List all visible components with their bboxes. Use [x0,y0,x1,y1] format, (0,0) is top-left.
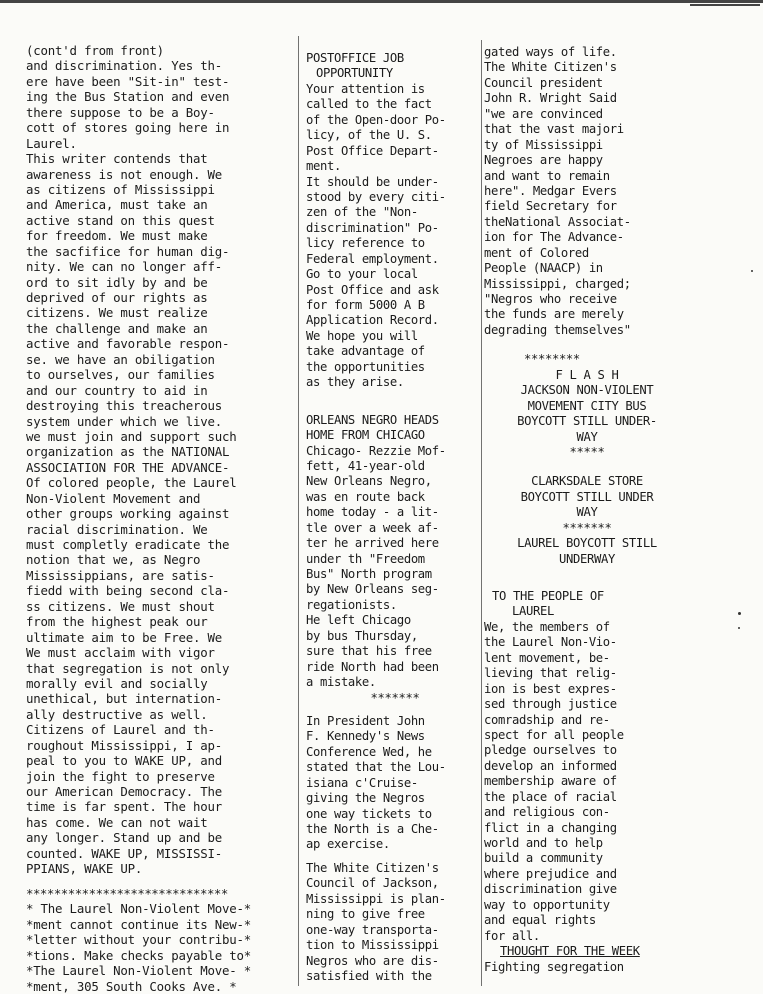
article-line: and our country to aid in [26,382,208,398]
article-line: Citizens of Laurel and th- [26,722,215,738]
laurel-boycott [484,536,690,567]
postoffice-line: of the Open-door Po- [306,112,446,127]
left-column [26,43,298,877]
notice-line: *The Laurel Non-Violent Move- * [26,963,252,979]
clarksdale-boycott-line: WAY [576,505,598,520]
postoffice-line: the opportunities [306,359,425,374]
people-statement-line: where prejudice and [484,866,617,881]
kennedy-line: giving the Negros [306,791,425,806]
article-line: deprived of our rights as [26,290,208,305]
jackson-boycott-line: WAY [576,429,598,444]
article-line: organization as the NATIONAL [26,444,230,460]
article-line: awareness is not enough. We [26,166,223,182]
postoffice-line: licy, of the U. S. [306,128,432,143]
citizens-council-continued-line: Negroes are happy [484,153,603,168]
orleans-line: ter he arrived here [306,536,439,551]
people-statement-line: develop an informed [484,758,617,773]
citizens-council-line: Council of Jackson, [306,876,439,891]
citizens-council-continued-line: The White Citizen's [484,60,617,75]
people-statement-line: ion is best expres- [484,681,617,696]
orleans-line: fett, 41-year-old [306,458,425,473]
article-line: as citizens of Mississippi [26,181,215,197]
orleans-line: was en route back [306,489,425,504]
orleans-line: home today - a lit- [306,505,439,520]
orleans-line: New Orleans Negro, [306,474,432,489]
article-line: peal to you to WAKE UP, and [26,753,223,769]
citizens-council-continued-line: "Negros who receive [484,292,617,306]
citizens-council-continued-line: the funds are merely [484,307,624,322]
article-line: ord to sit idly by and be [26,274,208,290]
notice-line: *ment, 305 South Cooks Ave. * [26,978,237,994]
citizens-council-continued-line: theNational Associat- [484,214,631,229]
postoffice-line: Post Office Depart- [306,143,439,158]
citizens-council-continued-line: John R. Wright Said [484,91,617,106]
kennedy-line: F. Kennedy's News [306,729,425,744]
postoffice-line: Your attention is [306,81,425,96]
notice-line: *letter without your contribu-* [26,932,252,948]
clarksdale-boycott-line: BOYCOTT STILL UNDER [520,489,654,504]
people-statement-line: and religious con- [484,805,610,820]
people-statement-line: membership aware of [484,774,617,789]
kennedy-line: one way tickets to [306,806,432,821]
people-statement-line: build a community [484,851,603,866]
article-line: there suppose to be a Boy- [26,104,215,120]
article-line: ing the Bus Station and even [26,89,230,105]
article-line: for freedom. We must make [26,228,208,244]
people-statement-line: lent movement, be- [484,650,610,665]
article-line: ASSOCIATION FOR THE ADVANCE- [26,459,230,475]
article-line: that segregation is not only [26,660,230,676]
jackson-boycott-line: JACKSON NON-VIOLENT [520,383,654,398]
laurel-boycott-line: LAUREL BOYCOTT STILL [517,536,657,551]
article-line: other groups working against [26,506,230,522]
middle-column [306,51,484,984]
article-line: racial discrimination. We [26,521,208,537]
article-line: destroying this treacherous [26,398,223,414]
citizens-council-line: Negros who are dis- [306,953,439,968]
thought-title: THOUGHT FOR THE WEEK [500,944,640,959]
article-line: fiedd with being second cla- [26,583,230,599]
notice-line: *ment cannot continue its New-* [26,916,252,932]
citizens-council-continued-line: Mississippi, charged; [484,276,631,291]
article-line: we must join and support such [26,428,237,444]
citizens-council-line: The White Citizen's [306,860,439,875]
postoffice-line: called to the fact [306,97,432,112]
citizens-council-continued-line: Council president [484,75,603,90]
article-line: (cont'd from front) [26,43,164,58]
orleans-line: by New Orleans seg- [306,582,439,597]
citizens-council-line: Mississippi is plan- [306,891,446,906]
orleans-article [306,413,484,691]
postoffice-line: take advantage of [306,344,425,359]
editorial-article [26,43,298,877]
kennedy-line: stated that the Lou- [306,760,446,775]
people-statement-line: way to opportunity [484,897,610,912]
people-statement-line: lieving that relig- [484,666,617,681]
article-line: and discrimination. Yes th- [26,58,223,74]
copy-speck [738,627,740,629]
article-line: must completly eradicate the [26,537,230,552]
article-line: se. we have an obiligation [26,351,215,367]
postoffice-line: ment. [306,159,341,174]
postoffice-line: as they arise. [306,375,404,390]
postoffice-line: Application Record. [306,313,439,328]
right-column [484,45,690,975]
citizens-council-continued-line: field Secretary for [484,199,617,214]
article-line: Laurel. [26,135,77,151]
people-statement-line: for all. [484,928,540,943]
orleans-line: ORLEANS NEGRO HEADS [306,412,439,427]
kennedy-article [306,714,484,853]
article-line: the challenge and make an [26,320,208,336]
postoffice-line: for form 5000 A B [306,298,425,312]
citizens-council-continued-line: ment of Colored [484,245,589,260]
orleans-line: regationists. [306,597,397,612]
citizens-council-continued-line: People (NAACP) in [484,261,603,276]
laurel-boycott-line: UNDERWAY [559,551,615,566]
citizens-council-continued-line: here". Medgar Evers [484,183,617,198]
citizens-council-article [306,861,484,985]
article-line: system under which we live. [26,413,223,429]
orleans-line: He left Chicago [306,613,411,628]
jackson-boycott-line: MOVEMENT CITY BUS [527,398,647,413]
jackson-boycott-line: BOYCOTT STILL UNDER- [517,414,657,429]
article-line: morally evil and socially [26,675,208,691]
article-line: ss citizens. We must shout [26,598,215,614]
people-statement-line: pledge ourselves to [484,743,617,758]
citizens-council-continued [484,45,690,338]
clarksdale-stars: ******* [562,520,612,535]
article-line: from the highest peak our [26,614,208,630]
article-line: ultimate aim to be Free. We [26,629,223,645]
citizens-council-continued-line: gated ways of life. [484,45,617,59]
orleans-stars: ******* [370,690,420,705]
notice-stars: ***************************** [26,886,228,901]
article-line: time is far spent. The hour [26,799,223,815]
postoffice-line: licy reference to [306,236,425,251]
article-line: notion that we, as Negro [26,552,201,568]
article-line: ally destructive as well. [26,706,208,722]
citizens-council-line: tion to Mississippi [306,938,439,953]
article-line: any longer. Stand up and be [26,830,223,846]
citizens-council-line: one-way transporta- [306,922,439,937]
orleans-line: tle over a week af- [306,520,439,535]
people-title-line-2: LAUREL [512,604,554,619]
kennedy-line: ap exercise. [306,837,390,852]
thought-line: Fighting segregation [484,959,624,974]
postoffice-line: It should be under- [306,174,439,189]
article-line: PPIANS, WAKE UP. [26,861,143,877]
article-line: active stand on this quest [26,212,215,228]
article-line: citizens. We must realize [26,305,208,321]
article-line: ere have been "Sit-in" test- [26,73,230,89]
orleans-line: sure that his free [306,644,432,659]
top-border-line [0,0,763,3]
people-statement-line: We, the members of [484,619,610,634]
citizens-council-continued-line: "we are convinced [484,106,603,121]
postoffice-line: Post Office and ask [306,282,439,297]
orleans-line: ride North had been [306,659,439,674]
article-line: This writer contends that [26,151,208,167]
orleans-line: a mistake. [306,675,376,690]
orleans-line: Chicago- Rezzie Mof- [306,443,446,458]
postoffice-line: zen of the "Non- [306,205,418,220]
column-rule-left [298,36,299,986]
postoffice-line: stood by every citi- [306,189,446,204]
citizens-council-continued-line: degrading themselves" [484,322,631,337]
flash-title: F L A S H [555,367,619,382]
article-line: to ourselves, our families [26,367,215,383]
citizens-council-line: satisfied with the [306,968,432,983]
article-line: Non-Violent Movement and [26,490,201,506]
people-title-line-1: TO THE PEOPLE OF [492,589,604,603]
notice-line: *tions. Make checks payable to* [26,947,252,963]
people-statement-line: sed through justice [484,697,617,712]
clarksdale-boycott [484,474,690,520]
orleans-line: by bus Thursday, [306,628,418,643]
kennedy-line: Conference Wed, he [306,744,432,759]
postoffice-line: We hope you will [306,328,418,343]
article-line: roughout Mississippi, I ap- [26,737,223,753]
article-line: unethical, but internation- [26,691,223,707]
people-statement-line: flict in a changing [484,820,617,835]
postoffice-title-line-1: POSTOFFICE JOB [306,51,404,65]
people-statement-line: the place of racial [484,789,617,804]
kennedy-line: isiana c'Cruise- [306,775,418,790]
postoffice-title-line-2: OPPORTUNITY [316,66,393,81]
orleans-line: Bus" North program [306,567,432,581]
postoffice-line: Federal employment. [306,251,439,266]
flash-stars: ******** [524,352,580,367]
clarksdale-boycott-line: CLARKSDALE STORE [531,474,643,489]
thought-for-the-week [484,960,690,975]
jackson-boycott [484,383,690,445]
people-of-laurel-statement [484,620,690,944]
article-line: counted. WAKE UP, MISSISSI- [26,845,223,861]
people-statement-line: the Laurel Non-Vio- [484,635,617,650]
citizens-council-continued-line: that the vast majori [484,122,624,137]
article-line: cott of stores going here in [26,120,230,136]
postoffice-article [306,51,484,391]
postoffice-line: discrimination" Po- [306,220,439,235]
people-statement-line: world and to help [484,836,603,850]
citizens-council-line: ning to give free [306,907,425,922]
article-line: join the fight to preserve [26,768,215,784]
copy-speck [738,612,741,615]
article-line: Of colored people, the Laurel [26,475,237,491]
article-line: active and favorable respon- [26,336,230,352]
people-statement-line: discrimination give [484,882,617,897]
copy-speck [751,270,753,272]
orleans-line: HOME FROM CHICAGO [306,428,425,443]
article-line: and America, must take an [26,197,208,213]
citizens-council-continued-line: ty of Mississippi [484,137,603,152]
kennedy-line: the North is a Che- [306,822,439,836]
people-statement-line: and equal rights [484,913,596,928]
article-line: our American Democracy. The [26,784,223,799]
notice-line: * The Laurel Non-Violent Move-* [26,901,252,917]
article-line: nity. We can no longer aff- [26,259,223,275]
article-line: We must acclaim with vigor [26,645,215,661]
top-mark-right [690,4,760,6]
article-line: the sacfifice for human dig- [26,243,230,259]
article-line: has come. We can not wait [26,814,208,830]
contribution-notice [26,886,316,994]
postoffice-line: Go to your local [306,267,418,282]
citizens-council-continued-line: and want to remain [484,168,610,183]
jackson-stars: ***** [569,444,605,459]
kennedy-line: In President John [306,713,425,728]
people-statement-line: comradship and re- [484,712,610,727]
citizens-council-continued-line: ion for The Advance- [484,230,624,245]
people-statement-line: spect for all people [484,727,624,742]
orleans-line: under th "Freedom [306,551,425,566]
article-line: Mississippians, are satis- [26,567,215,583]
